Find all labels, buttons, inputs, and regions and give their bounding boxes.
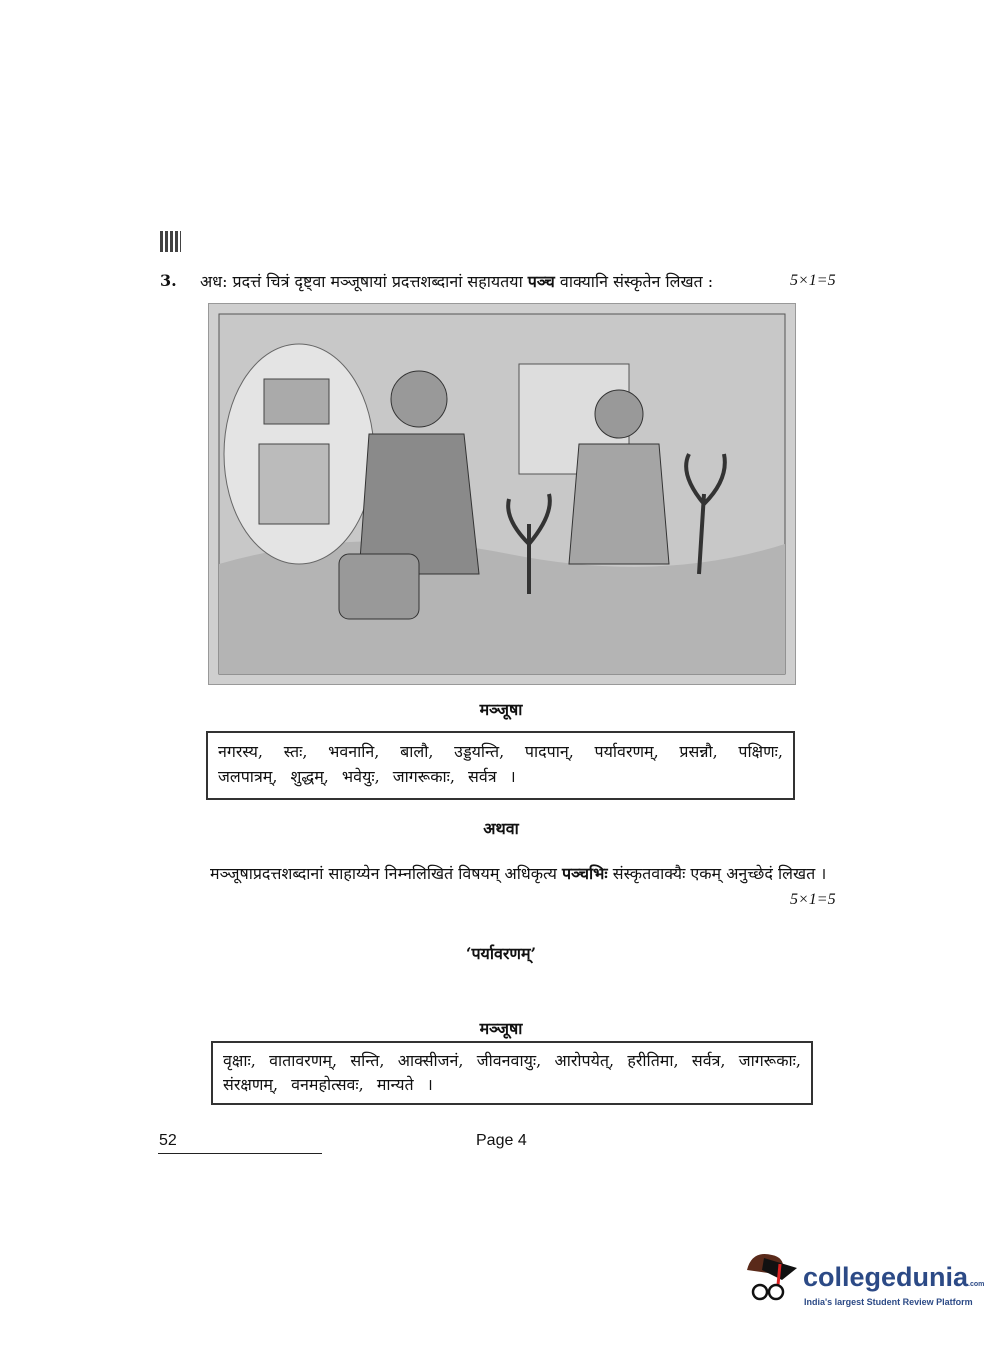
logo-name: collegedunia — [803, 1262, 969, 1292]
word-box-1: नगरस्य, स्तः, भवनानि, बालौ, उड्डयन्ति, पादपान्, पर्यावरणम्, प्रसन्नौ, पक्षिणः, जलपात्रम्, शुद्धम्, भवेयुः, जागरूकाः, सर्वत्र । — [206, 731, 795, 800]
collegedunia-logo-text — [803, 1262, 984, 1293]
logo-tagline: India's largest Student Review Platform — [804, 1297, 973, 1307]
alternative-question-text — [210, 858, 840, 889]
box1-heading: मञ्जूषा — [479, 700, 523, 719]
box2-heading: मञ्जूषा — [479, 1019, 523, 1038]
qr-code-icon — [160, 231, 181, 252]
illustration-children-planting-trees — [208, 303, 796, 685]
collegedunia-mascot-icon — [742, 1250, 800, 1310]
footer-rule — [158, 1153, 322, 1154]
page-code: 52 — [159, 1132, 177, 1149]
alt-bold-word: पञ्चभिः — [562, 864, 608, 883]
alt-text-part: मञ्जूषाप्रदत्तशब्दानां साहाय्येन निम्नलिखितं विषयम् अधिकृत्य — [210, 864, 562, 883]
question-text — [200, 270, 713, 292]
logo-suffix: .com — [968, 1281, 985, 1288]
question-text-part: वाक्यानि संस्कृतेन लिखत : — [554, 272, 714, 291]
question-number: 3. — [160, 271, 177, 290]
question-marks: 5×1=5 — [790, 272, 836, 289]
topic-title: ‘पर्यावरणम्’ — [465, 944, 537, 963]
or-label: अथवा — [483, 819, 519, 838]
page-number: Page 4 — [476, 1132, 527, 1149]
word-box-2: वृक्षाः, वातावरणम्, सन्ति, आक्सीजनं, जीवनवायुः, आरोपयेत्, हरीतिमा, सर्वत्र, जागरूकाः, संरक्षणम्, वनमहोत्सवः, मान्यते । — [211, 1041, 813, 1105]
question-text-part: अध: प्रदत्तं चित्रं दृष्ट्वा मञ्जूषायां प्रदत्तशब्दानां सहायतया — [200, 272, 528, 291]
alt-text-part: संस्कृतवाक्यैः एकम् अनुच्छेदं लिखत । — [607, 864, 827, 883]
alt-marks: 5×1=5 — [790, 891, 836, 908]
question-bold-word: पञ्च — [527, 272, 555, 291]
